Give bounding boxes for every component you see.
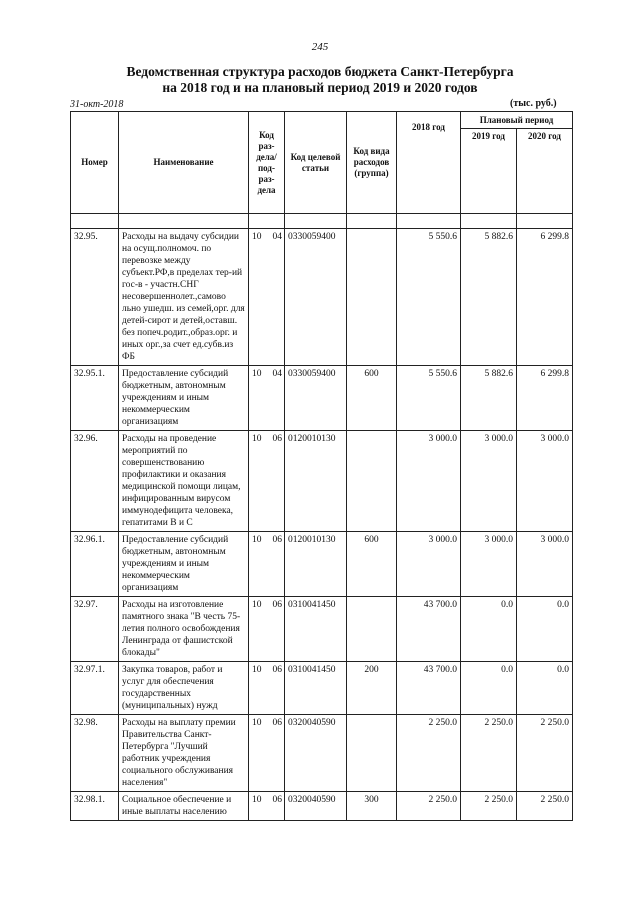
row-vid-code: 300 — [347, 792, 397, 821]
header-planned: Плановый период — [461, 112, 573, 129]
row-vid-code — [347, 715, 397, 792]
podrazdel-code: 06 — [272, 600, 282, 610]
razdel-code: 10 — [252, 795, 262, 805]
title-line-2: на 2018 год и на плановый период 2019 и 2020 годов — [162, 80, 478, 95]
razdel-code: 10 — [252, 600, 262, 610]
header-name: Наименование — [119, 112, 249, 214]
table-row — [71, 532, 573, 597]
row-razdel-code — [249, 532, 285, 597]
row-name: Расходы на выплату премии Правительства Санкт-Петербурга "Лучший работник учреждения социального обслуживания населения" — [119, 715, 249, 792]
row-amount-2018: 2 250.0 — [397, 715, 461, 792]
row-amount-2020: 6 299.8 — [517, 229, 573, 366]
row-number: 32.98.1. — [71, 792, 119, 821]
header-spacer-row — [71, 214, 573, 229]
row-amount-2020: 3 000.0 — [517, 431, 573, 532]
table-row — [71, 229, 573, 366]
header-2019: 2019 год — [461, 129, 517, 214]
row-amount-2019: 2 250.0 — [461, 792, 517, 821]
row-name: Расходы на проведение мероприятий по совершенствованию профилактики и оказания медицинской помощи лицам, инфицированным вирусом иммунодефицита человека, гепатитами В и С — [119, 431, 249, 532]
row-name: Предоставление субсидий бюджетным, автономным учреждениям и иным некоммерческим организациям — [119, 532, 249, 597]
podrazdel-code: 06 — [272, 795, 282, 805]
row-razdel-code — [249, 431, 285, 532]
row-target-code: 0330059400 — [285, 366, 347, 431]
row-amount-2018: 43 700.0 — [397, 597, 461, 662]
row-name: Расходы на выдачу субсидии на осущ.полномоч. по перевозке между субъект.РФ,в пределах тер-ий гос-в - участн.СНГ несовершеннолет.,самово льно ушедш. из семей,орг. для детей-сирот и детей,оставш. без попеч.родит.,образ.орг. и иных орг.,за счет ед.субв.из ФБ — [119, 229, 249, 366]
row-amount-2020: 0.0 — [517, 597, 573, 662]
row-amount-2019: 5 882.6 — [461, 366, 517, 431]
podrazdel-code: 06 — [272, 718, 282, 728]
row-amount-2018: 3 000.0 — [397, 431, 461, 532]
row-amount-2019: 3 000.0 — [461, 532, 517, 597]
row-target-code: 0120010130 — [285, 532, 347, 597]
row-vid-code: 200 — [347, 662, 397, 715]
row-number: 32.95. — [71, 229, 119, 366]
row-amount-2020: 2 250.0 — [517, 715, 573, 792]
row-razdel-code — [249, 715, 285, 792]
page-number: 245 — [311, 41, 329, 53]
row-amount-2019: 3 000.0 — [461, 431, 517, 532]
row-number: 32.97. — [71, 597, 119, 662]
budget-table — [70, 111, 573, 821]
table-row — [71, 715, 573, 792]
podrazdel-code: 06 — [272, 535, 282, 545]
row-amount-2018: 2 250.0 — [397, 792, 461, 821]
row-number: 32.97.1. — [71, 662, 119, 715]
razdel-code: 10 — [252, 535, 262, 545]
row-amount-2018: 3 000.0 — [397, 532, 461, 597]
row-amount-2019: 0.0 — [461, 597, 517, 662]
table-body — [71, 229, 573, 821]
razdel-code: 10 — [252, 369, 262, 379]
razdel-code: 10 — [252, 232, 262, 242]
header-2018: 2018 год — [397, 112, 461, 214]
header-vid: Код вида расходов (группа) — [347, 112, 397, 214]
row-name: Расходы на изготовление памятного знака "В честь 75-летия полного освобождения Ленинграда от фашистской блокады" — [119, 597, 249, 662]
document-date: 31-окт-2018 — [70, 99, 124, 110]
unit-label: (тыс. руб.) — [510, 98, 557, 109]
row-vid-code — [347, 597, 397, 662]
table-row — [71, 431, 573, 532]
table-row — [71, 662, 573, 715]
row-razdel-code — [249, 662, 285, 715]
table-row — [71, 792, 573, 821]
row-amount-2020: 6 299.8 — [517, 366, 573, 431]
row-target-code: 0320040590 — [285, 792, 347, 821]
row-number: 32.96.1. — [71, 532, 119, 597]
row-vid-code: 600 — [347, 532, 397, 597]
row-vid-code: 600 — [347, 366, 397, 431]
row-amount-2019: 0.0 — [461, 662, 517, 715]
row-amount-2018: 43 700.0 — [397, 662, 461, 715]
header-number: Номер — [71, 112, 119, 214]
row-amount-2020: 2 250.0 — [517, 792, 573, 821]
title-line-1: Ведомственная структура расходов бюджета Санкт-Петербурга — [126, 64, 514, 79]
row-name: Социальное обеспечение и иные выплаты населению — [119, 792, 249, 821]
row-number: 32.95.1. — [71, 366, 119, 431]
row-vid-code — [347, 431, 397, 532]
row-amount-2020: 0.0 — [517, 662, 573, 715]
row-amount-2019: 2 250.0 — [461, 715, 517, 792]
podrazdel-code: 06 — [272, 434, 282, 444]
row-amount-2018: 5 550.6 — [397, 229, 461, 366]
row-amount-2018: 5 550.6 — [397, 366, 461, 431]
header-target: Код целевой статьи — [285, 112, 347, 214]
row-name: Закупка товаров, работ и услуг для обеспечения государственных (муниципальных) нужд — [119, 662, 249, 715]
row-razdel-code — [249, 792, 285, 821]
razdel-code: 10 — [252, 434, 262, 444]
podrazdel-code: 06 — [272, 665, 282, 675]
row-razdel-code — [249, 229, 285, 366]
razdel-code: 10 — [252, 665, 262, 675]
row-target-code: 0310041450 — [285, 662, 347, 715]
table-row — [71, 366, 573, 431]
document-title — [0, 64, 640, 96]
podrazdel-code: 04 — [272, 369, 282, 379]
row-amount-2019: 5 882.6 — [461, 229, 517, 366]
row-number: 32.98. — [71, 715, 119, 792]
row-amount-2020: 3 000.0 — [517, 532, 573, 597]
row-razdel-code — [249, 366, 285, 431]
row-number: 32.96. — [71, 431, 119, 532]
podrazdel-code: 04 — [272, 232, 282, 242]
table-row — [71, 597, 573, 662]
row-name: Предоставление субсидий бюджетным, автономным учреждениям и иным некоммерческим организациям — [119, 366, 249, 431]
header-razdel: Код раз-дела/ под-раз-дела — [249, 112, 285, 214]
row-target-code: 0320040590 — [285, 715, 347, 792]
row-target-code: 0310041450 — [285, 597, 347, 662]
row-vid-code — [347, 229, 397, 366]
razdel-code: 10 — [252, 718, 262, 728]
header-2020: 2020 год — [517, 129, 573, 214]
row-razdel-code — [249, 597, 285, 662]
row-target-code: 0330059400 — [285, 229, 347, 366]
row-target-code: 0120010130 — [285, 431, 347, 532]
